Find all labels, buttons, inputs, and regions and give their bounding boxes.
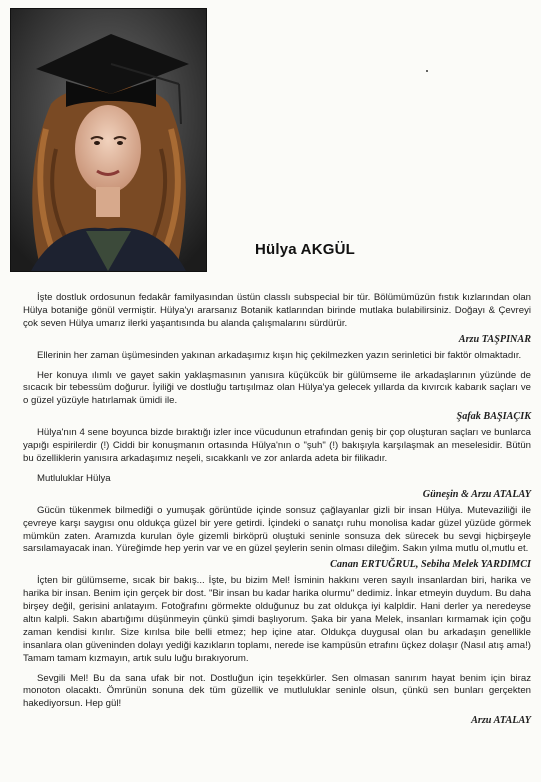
page-title: Hülya AKGÜL	[255, 241, 355, 258]
paragraph: Hülya'nın 4 sene boyunca bizde bıraktığı izler ince vücudunun etrafından geniş bir çop oluşturan saçları ve bunlarca yapığı espirilerdir (!) Ciddi bir konuşmanın ortasında Hülya'nın o "şuh" (!) bakışıyla karşılaşmak an meselesidir. Bütün bu özelliklerin yanısıra arkadaşımız neşeli, sıcakkanlı ve zor anlarda adeta bir filikadır.	[23, 427, 531, 464]
author-signature: Şafak BAŞIAÇIK	[456, 411, 531, 423]
paragraph: Sevgili Mel! Bu da sana ufak bir not. Dostluğun için teşekkürler. Sen olmasan sanırım hayat benim için biraz monoton olacaktı. Ömrünün sonuna dek tüm güzellik ve mutluluklar seninle olsun, çünkü sen bunları gerçekten hakediyorsun. Hep gül!	[23, 672, 531, 710]
paragraph: Her konuya ılımlı ve gayet sakin yaklaşmasının yanısıra küçükcük bir gülümseme ile arkadaşlarının yüzünde de sıcacık bir tebessüm doğurur. İyiliği ve dostluğu tartışılmaz olan Hülya'ya gelecek yıllarda da kıvırcık kabarık saçları ve o güzel yüzüyle hatırlamak ümidi ile.	[23, 369, 531, 407]
author-signature: Güneşin & Arzu ATALAY	[422, 488, 531, 500]
author-signature: Arzu ATALAY	[471, 715, 531, 727]
paragraph: Gücün tükenmek bilmediği o yumuşak görüntüde içinde sonsuz çağlayanlar gizli bir insan Hülya. Mutevaziliği ile çevreye karşı saygısı onu oldukça güzel bir yere getirdi. İçindeki o sanatçı ruhu monolisa kadar güzel yüzüde görmek mümkün zaten. Aramızda kurulan öyle gizemli birköprü oluştuki seninle sonsuza dek sürecek bu sevgi hiçbirşeyle sarsılamayacak inan. Yüreğimde hep yerin var ve en güzel şeylerin senin olması dileğim. Sakın yılma mutlu ol,mutlu et.	[23, 504, 531, 555]
graduation-portrait	[10, 8, 207, 272]
author-signature: Arzu TAŞPINAR	[458, 333, 531, 345]
author-signature: Canan ERTUĞRUL, Sebiha Melek YARDIMCI	[330, 559, 531, 571]
scan-speck	[426, 70, 428, 72]
tribute-text	[23, 292, 531, 731]
paragraph: İçten bir gülümseme, sıcak bir bakış... İşte, bu bizim Mel! İsminin hakkını veren sayılı insanlardan biri, harika ve harika bir insan. Benim için gerçek bir dost. "Bir insan bu kadar harika olurmu" dedimiz. İnkar etmeyin duydum. Bu daha birşey değil, gerisini anlatayım. Fotoğrafını görmekte olduğunuz bu zat oldukça iyi kalpldir. Hani derler ya neredeyse altın kalpli. Sakın abartığımı düşünmeyin çünkü şimdi başlıyorum. Şaka bir yana Melek, insanları kırmamak için çoğu zaman kendisi kırılır. Size kırılsa bile belli etmez; hep içine atar. Oldukça duygusal olan bu arkadaşın genellikle insanlara olan güveninden dolayı yediği kazıkların toplamı, nerede ise kampüsün etrafını üçkez dolaşır (Nasıl atış ama!) Tamam tamam kızmayın, artık sulu luğu bırakıyorum.	[23, 575, 531, 664]
paragraph: Ellerinin her zaman üşümesinden yakınan arkadaşımız kışın hiç çekilmezken yazın serinletici bir faktör olmaktadır.	[37, 349, 522, 361]
paragraph: Mutluluklar Hülya	[37, 472, 111, 484]
paragraph: İşte dostluk ordosunun fedakâr familyasından üstün classlı subspecial bir tür. Bölümümüzün fıstık kızlarından olan Hülya botaniğe gönül vermiştir. Hülya'yı ararsanız Botanik katlarından birinde mutlaka bulabilirsiniz. Doğayı & Çevreyi çok seven Hülya umarız ilerki yaşantısında bu alanda çalışmalarını sürdürür.	[23, 292, 531, 329]
